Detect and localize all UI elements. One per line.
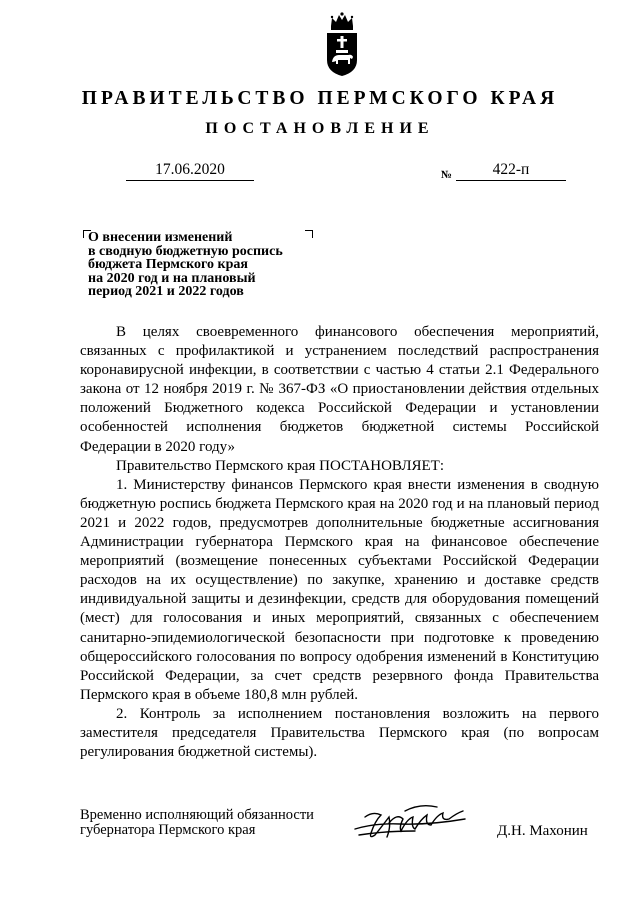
- signer-name: Д.Н. Махонин: [497, 823, 588, 839]
- number-sign: №: [441, 169, 453, 181]
- document-date: 17.06.2020: [126, 160, 254, 181]
- signer-position-line: Временно исполняющий обязанности: [80, 807, 314, 823]
- subject-line: в сводную бюджетную роспись: [88, 243, 283, 259]
- clause-2-paragraph: 2. Контроль за исполнением постановления возложить на первого заместителя председателя Правительства Пермского края (по вопросам регулирования бюджетной системы).: [80, 705, 599, 761]
- handwritten-signature-icon: [345, 797, 475, 845]
- subject-line: О внесении изменений: [88, 230, 233, 245]
- document-body: [80, 323, 599, 762]
- signer-position-line: губернатора Пермского края: [80, 822, 256, 838]
- signer-position: [80, 808, 314, 838]
- government-title: ПРАВИТЕЛЬСТВО ПЕРМСКОГО КРАЯ: [81, 88, 559, 109]
- subject-line: бюджета Пермского края: [88, 257, 248, 273]
- preamble-paragraph: В целях своевременного финансового обеспечения мероприятий, связанных с профилактикой и устранением последствий распространения коронавирусной инфекции, в соответствии с частью 4 статьи 2.1 Федерального закона от 12 ноября 2019 г. № 367-ФЗ «О приостановлении действия отдельных положений Бюджетного кодекса Российской Федерации и установлении особенностей исполнения бюджетов бюджетной системы Российской Федерации в 2020 году»: [80, 324, 599, 455]
- subject-line: период 2021 и 2022 годов: [88, 284, 244, 300]
- document-type: ПОСТАНОВЛЕНИЕ: [205, 120, 435, 137]
- resolution-statement: Правительство Пермского края ПОСТАНОВЛЯЕТ:: [116, 457, 445, 474]
- document-subject: [88, 231, 318, 299]
- perm-krai-coat-of-arms-icon: [324, 12, 360, 78]
- document-number: 422-п: [456, 160, 566, 181]
- clause-1-paragraph: 1. Министерству финансов Пермского края внести изменения в сводную бюджетную роспись бюджета Пермского края на 2020 год и на плановый период 2021 и 2022 годов, предусмотрев дополнительные бюджетные ассигнования Администрации губернатора Пермского края на финансовое обеспечение мероприятий (возмещение понесенных субъектами Российской Федерации расходов на их осуществление) по закупке, хранению и доставке средств индивидуальной защиты и дезинфекции, средств для оборудования помещений (мест) для голосования и иных мероприятий, связанных с обеспечением санитарно-эпидемиологической безопасности при подготовке к проведению общероссийского голосования по вопросу одобрения изменений в Конституцию Российской Федерации, за счет средств резервного фонда Правительства Пермского края в объеме 180,8 млн рублей.: [80, 476, 599, 703]
- subject-line: на 2020 год и на плановый: [88, 270, 256, 286]
